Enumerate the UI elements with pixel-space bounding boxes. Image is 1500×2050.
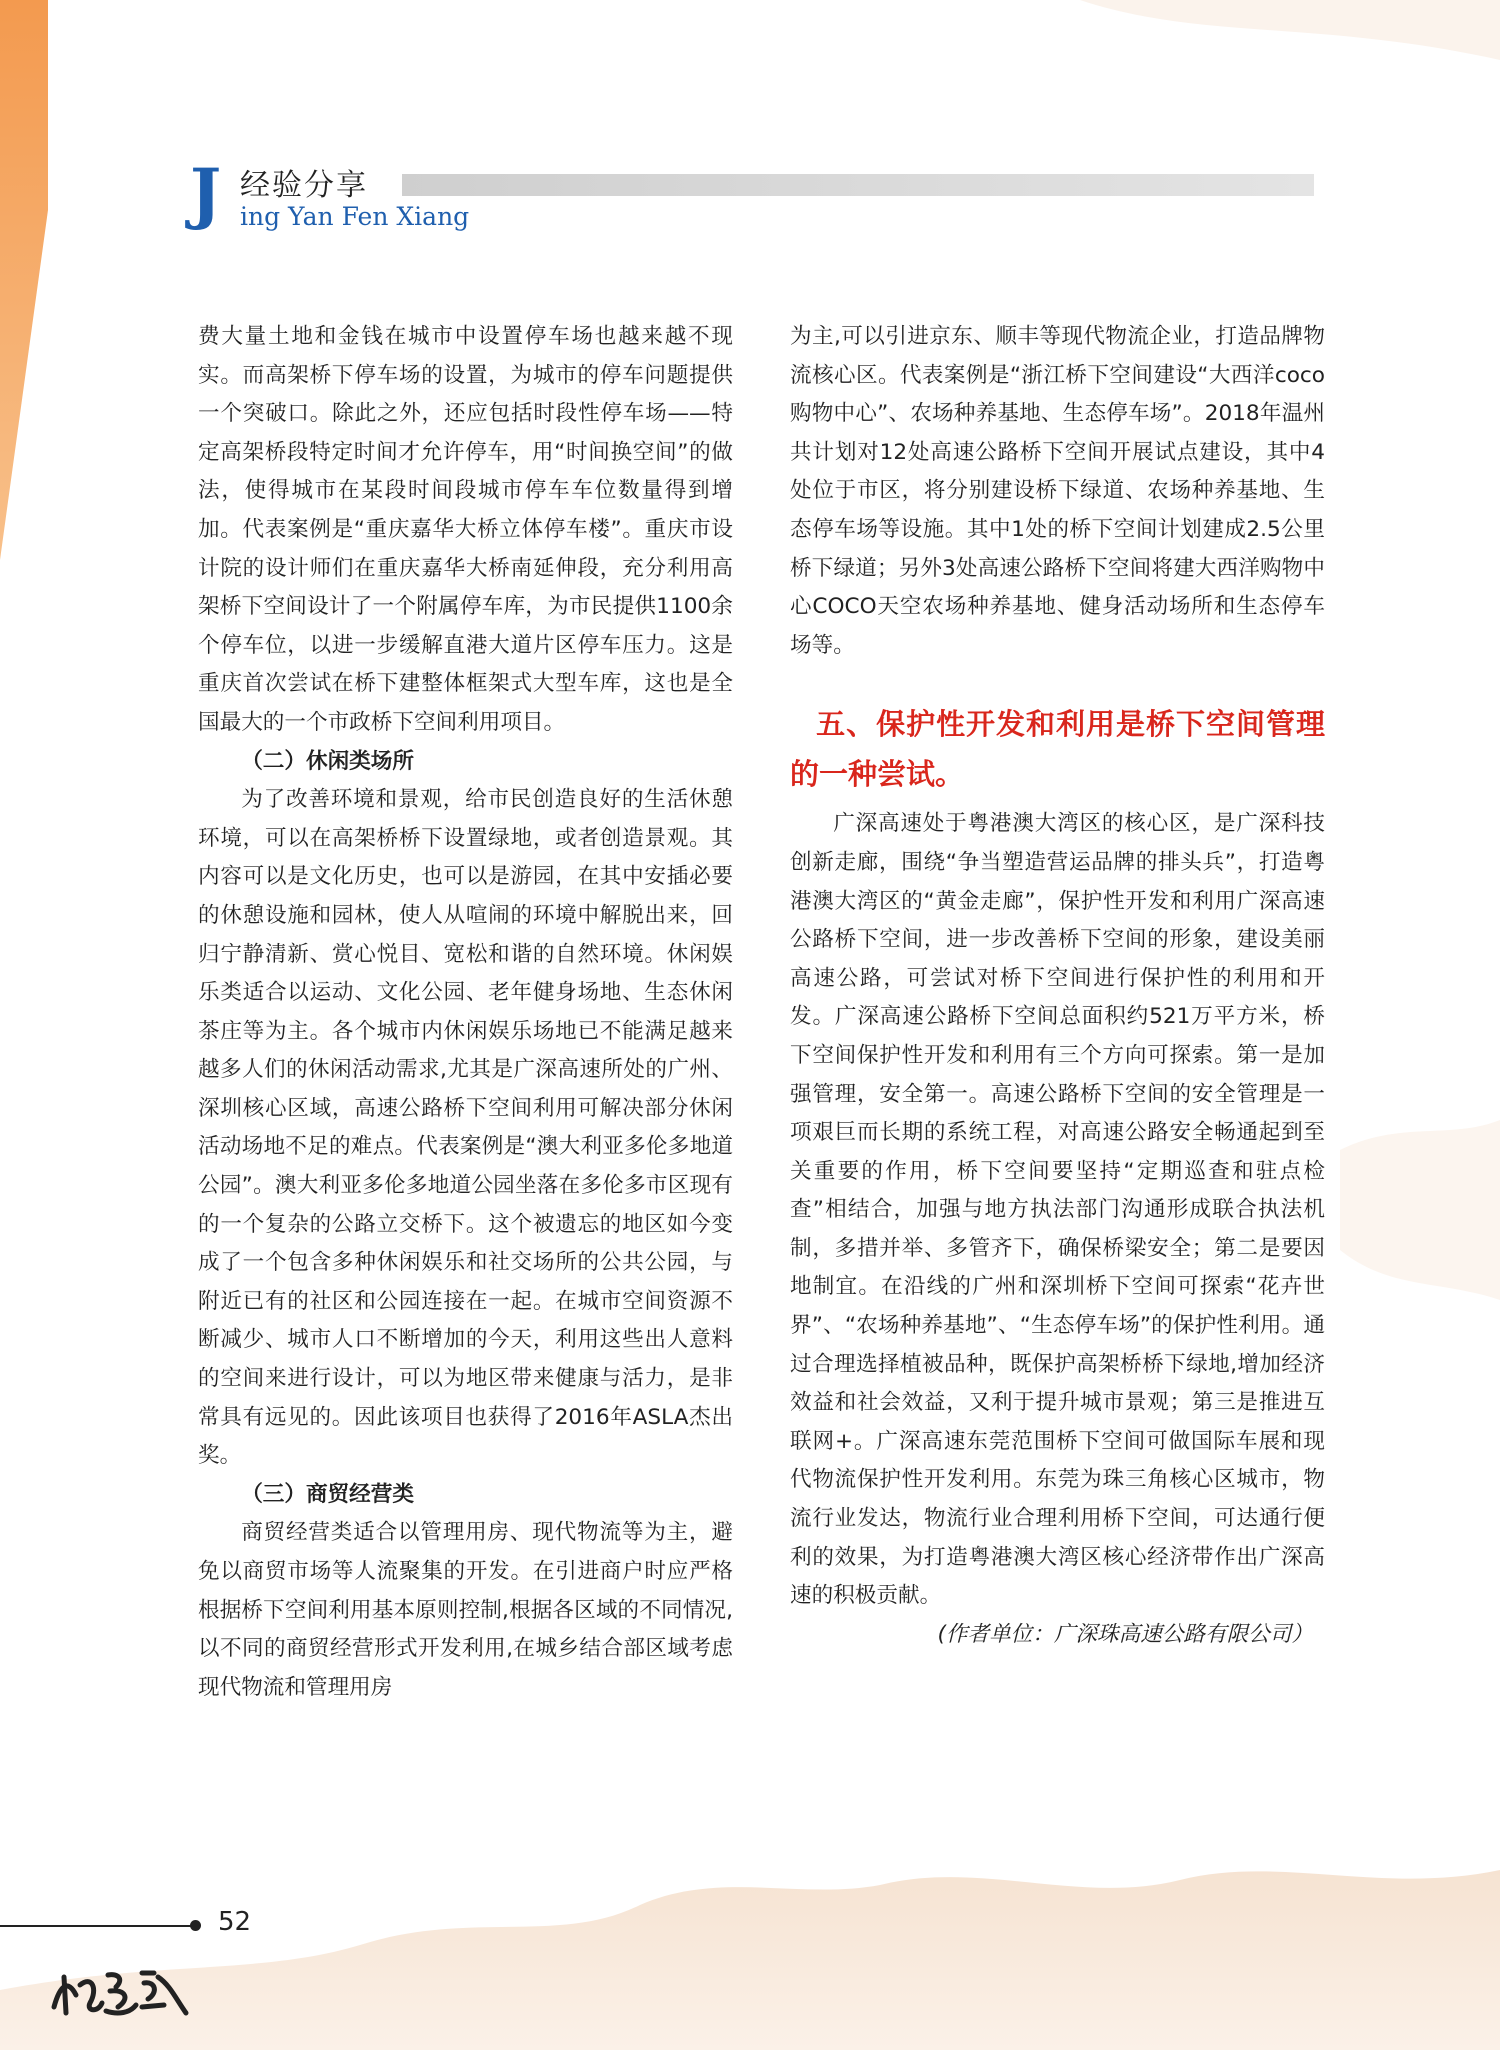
top-right-mist [1080, 0, 1500, 60]
section-pinyin: ing Yan Fen Xiang [240, 202, 470, 231]
author-affiliation: (作者单位：广深珠高速公路有限公司） [937, 1621, 1313, 1647]
section-heading-5: 五、保护性开发和利用是桥下空间管理的一种尝试。 [790, 707, 1325, 792]
page-number: 52 [218, 1907, 252, 1937]
right-paragraph-2: 广深高速处于粤港澳大湾区的核心区，是广深科技创新走廊，围绕“争当塑造营运品牌的排头兵”，打造粤港澳大湾区的“黄金走廊”，保护性开发和利用广深高速公路桥下空间，进一步改善桥下空间的形象，建设美丽高速公路，可尝试对桥下空间进行保护性的利用和开发。广深高速公路桥下空间总面积约521万平方米，桥下空间保护性开发和利用有三个方向可探索。第一是加强管理，安全第一。高速公路桥下空间的安全管理是一项艰巨而长期的系统工程，对高速公路安全畅通起到至关重要的作用，桥下空间要坚持“定期巡查和驻点检查”相结合，加强与地方执法部门沟通形成联合执法机制，多措并举、多管齐下，确保桥梁安全；第二是要因地制宜。在沿线的广州和深圳桥下空间可探索“花卉世界”、“农场种养基地”、“生态停车场”的保护性利用。通过合理选择植被品种，既保护高架桥桥下绿地,增加经济效益和社会效益，又利于提升城市景观；第三是推进互联网+。广深高速东莞范围桥下空间可做国际车展和现代物流保护性开发利用。东莞为珠三角核心区城市，物流行业发达，物流行业合理利用桥下空间，可达通行便利的效果，为打造粤港澳大湾区核心经济带作出广深高速的积极贡献。 [790, 811, 1325, 1609]
left-paragraph-1: 费大量土地和金钱在城市中设置停车场也越来越不现实。而高架桥下停车场的设置，为城市的停车问题提供一个突破口。除此之外，还应包括时段性停车场——特定高架桥段特定时间才允许停车，用“时间换空间”的做法，使得城市在某段时间段城市停车车位数量得到增加。代表案例是“重庆嘉华大桥立体停车楼”。重庆市设计院的设计师们在重庆嘉华大桥南延伸段，充分利用高架桥下空间设计了一个附属停车库，为市民提供1100余个停车位，以进一步缓解直港大道片区停车压力。这是重庆首次尝试在桥下建整体框架式大型车库，这也是全国最大的一个市政桥下空间利用项目。 [198, 324, 733, 735]
left-paragraph-2: 为了改善环境和景观，给市民创造良好的生活休憩环境，可以在高架桥桥下设置绿地，或者创造景观。其内容可以是文化历史，也可以是游园，在其中安插必要的休憩设施和园林，使人从喧闹的环境中解脱出来，回归宁静清新、赏心悦目、宽松和谐的自然环境。休闲娱乐类适合以运动、文化公园、老年健身场地、生态休闲茶庄等为主。各个城市内休闲娱乐场地已不能满足越来越多人们的休闲活动需求,尤其是广深高速所处的广州、深圳核心区域，高速公路桥下空间利用可解决部分休闲活动场地不足的难点。代表案例是“澳大利亚多伦多地道公园”。澳大利亚多伦多地道公园坐落在多伦多市区现有的一个复杂的公路立交桥下。这个被遗忘的地区如今变成了一个包含多种休闲娱乐和社交场所的公共公园，与附近已有的社区和公园连接在一起。在城市空间资源不断减少、城市人口不断增加的今天，利用这些出人意料的空间来进行设计，可以为地区带来健康与活力，是非常具有远见的。因此该项目也获得了2016年ASLA杰出奖。 [198, 787, 733, 1469]
header-initial: J [190, 154, 222, 232]
orange-corner-band [0, 0, 48, 560]
magazine-logo [46, 1955, 196, 2025]
header-bar [402, 174, 1314, 196]
section-title: 经验分享 [240, 168, 368, 203]
left-paragraph-3: 商贸经营类适合以管理用房、现代物流等为主，避免以商贸市场等人流聚集的开发。在引进商户时应严格根据桥下空间利用基本原则控制,根据各区域的不同情况,以不同的商贸经营形式开发利用,在城乡结合部区域考虑现代物流和管理用房 [198, 1520, 733, 1700]
right-paragraph-1: 为主,可以引进京东、顺丰等现代物流企业，打造品牌物流核心区。代表案例是“浙江桥下空间建设“大西洋coco购物中心”、农场种养基地、生态停车场”。2018年温州共计划对12处高速公路桥下空间开展试点建设，其中4处位于市区，将分别建设桥下绿道、农场种养基地、生态停车场等设施。其中1处的桥下空间计划建成2.5公里桥下绿道；另外3处高速公路桥下空间将建大西洋购物中心COCO天空农场种养基地、健身活动场所和生态停车场等。 [790, 324, 1325, 658]
section-header [190, 154, 1330, 240]
right-mist [1340, 1120, 1500, 1300]
footer-rule [0, 1925, 192, 1927]
footer-dot [190, 1920, 201, 1931]
subheading-commerce: （三）商贸经营类 [241, 1481, 414, 1507]
page-footer [0, 1895, 400, 2035]
left-column [198, 318, 733, 1707]
subheading-leisure: （二）休闲类场所 [241, 748, 414, 774]
right-column [790, 318, 1325, 1654]
